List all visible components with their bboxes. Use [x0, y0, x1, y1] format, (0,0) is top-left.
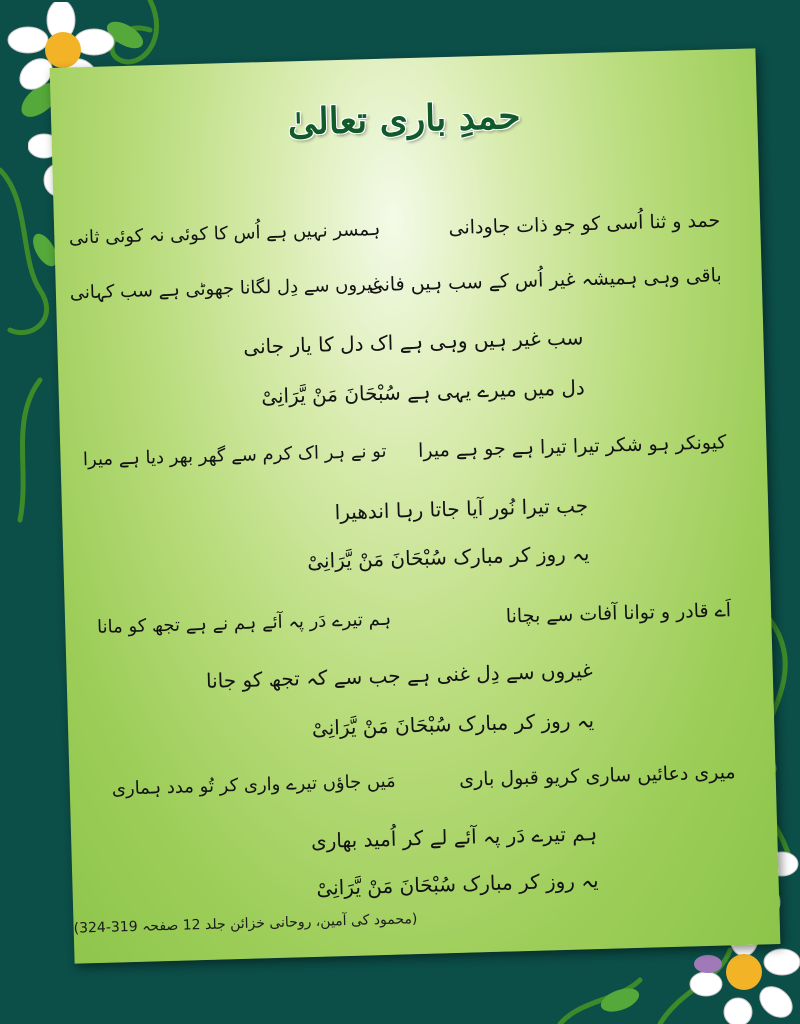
couplet-misra-right: باقی وہی ہمیشہ غیر اُس کے سب ہیں فانی	[368, 264, 722, 297]
chorus-line: یہ روز کر مبارک سُبْحَانَ مَنْ یَّرَانِیْ	[316, 868, 599, 900]
chorus-line: دل میں میرے یہی ہے سُبْحَانَ مَنْ یَّرَانِیْ	[260, 375, 586, 409]
source-reference: (محمود کی آمین، روحانی خزائن جلد 12 صفحہ 319-324)	[73, 911, 418, 937]
couplet-misra-left: ہمسر نہیں ہے اُس کا کوئی نہ کوئی ثانی	[68, 218, 381, 249]
couplet-misra-right: اَے قادر و توانا آفات سے بچانا	[505, 599, 732, 628]
couplet-misra-left: تو نے ہر اک کرم سے گھر بھر دیا ہے میرا	[82, 440, 387, 471]
chorus-line: غیروں سے دِل غنی ہے جب سے کہ تجھ کو جانا	[205, 658, 593, 693]
couplet-misra-left: غیروں سے دِل لگانا جھوٹی ہے سب کہانی	[69, 273, 383, 304]
couplet-misra-left: مَیں جاؤں تیرے واری کر تُو مدد ہماری	[111, 770, 396, 800]
couplet-misra-right: میری دعائیں ساری کریو قبول باری	[458, 761, 736, 791]
couplet-misra-left: ہم تیرے دَر پہ آئے ہم نے ہے تجھ کو مانا	[96, 608, 392, 638]
chorus-line: ہم تیرے دَر پہ آئے لے کر اُمید بھاری	[310, 821, 598, 854]
poem-title: حمدِ باری تعالیٰ	[287, 94, 522, 144]
couplet-misra-right: حمد و ثنا اُسی کو جو ذات جاودانی	[448, 209, 721, 239]
poem-card	[50, 48, 781, 963]
chorus-line: یہ روز کر مبارک سُبْحَانَ مَنْ یَّرَانِیْ	[306, 541, 590, 574]
chorus-line: سب غیر ہیں وہی ہے اک دل کا یار جانی	[243, 325, 584, 359]
couplet-misra-right: کیونکر ہو شکر تیرا تیرا ہے جو ہے میرا	[417, 431, 727, 462]
chorus-line: جب تیرا نُور آیا جاتا رہا اندھیرا	[334, 493, 589, 525]
chorus-line: یہ روز کر مبارک سُبْحَانَ مَنْ یَّرَانِیْ	[311, 708, 595, 740]
